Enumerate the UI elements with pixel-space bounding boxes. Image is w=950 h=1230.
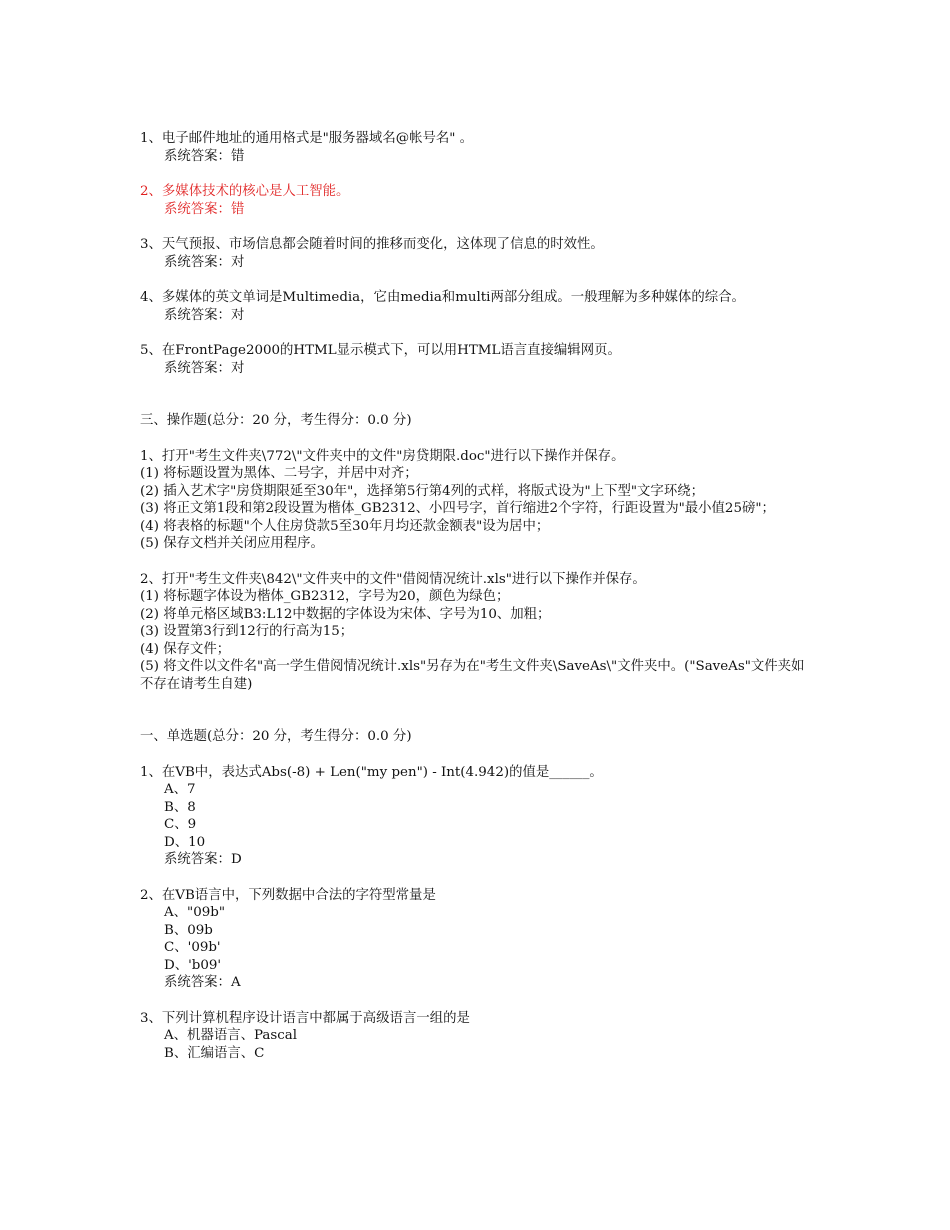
operation-section-title: 三、操作题(总分：20 分，考生得分：0.0 分)	[140, 413, 412, 428]
question-text: 1、电子邮件地址的通用格式是"服务器域名@帐号名" 。	[140, 131, 474, 146]
task-heading: 2、打开"考生文件夹\842\"文件夹中的文件"借阅情况统计.xls"进行以下操作并保存。	[140, 571, 646, 587]
option-d: D、10	[164, 834, 206, 850]
operation-task-1	[140, 448, 812, 553]
single-choice-question-2	[140, 887, 812, 992]
question-text: 2、多媒体技术的核心是人工智能。	[140, 184, 350, 199]
system-answer: 系统答案：错	[164, 201, 245, 217]
option-c: C、9	[164, 817, 197, 832]
task-step: (3) 设置第3行到12行的行高为15；	[140, 624, 354, 639]
question-text: 2、在VB语言中，下列数据中合法的字符型常量是	[140, 887, 436, 903]
system-answer: 系统答案：对	[164, 254, 245, 270]
judgement-item-3	[140, 236, 812, 271]
question-text: 1、在VB中，表达式Abs(-8) + Len("my pen") - Int(4.942)的值是______。	[140, 764, 603, 780]
task-step: (3) 将正文第1段和第2段设置为楷体_GB2312、小四号字，首行缩进2个字符，行距设置为"最小值25磅"；	[140, 501, 775, 516]
system-answer: 系统答案：A	[164, 975, 241, 990]
judgement-item-5	[140, 342, 812, 377]
system-answer: 系统答案：错	[164, 148, 245, 164]
option-a: A、"09b"	[164, 905, 225, 920]
task-step: (2) 将单元格区域B3:L12中数据的字体设为宋体、字号为10、加粗；	[140, 606, 551, 622]
task-step: (4) 将表格的标题"个人住房贷款5至30年月均还款金额表"设为居中；	[140, 518, 550, 534]
question-text: 5、在FrontPage2000的HTML显示模式下，可以用HTML语言直接编辑网页。	[140, 343, 621, 358]
option-a: A、机器语言、Pascal	[164, 1028, 298, 1043]
system-answer: 系统答案：D	[164, 852, 242, 867]
question-text: 4、多媒体的英文单词是Multimedia，它由media和multi两部分组成。一般理解为多种媒体的综合。	[140, 290, 745, 305]
single-choice-section-title: 一、单选题(总分：20 分，考生得分：0.0 分)	[140, 729, 412, 744]
system-answer: 系统答案：对	[164, 360, 245, 376]
task-step: (1) 将标题设置为黑体、二号字，并居中对齐；	[140, 466, 418, 481]
option-c: C、'09b'	[164, 940, 221, 955]
single-choice-question-1	[140, 764, 812, 869]
option-d: D、'b09'	[164, 957, 222, 973]
single-choice-question-3	[140, 1010, 812, 1063]
task-step: (5) 保存文档并关闭应用程序。	[140, 536, 324, 551]
judgement-item-1	[140, 130, 812, 165]
judgement-item-2	[140, 183, 812, 218]
option-b: B、汇编语言、C	[164, 1045, 265, 1061]
question-text: 3、天气预报、市场信息都会随着时间的推移而变化，这体现了信息的时效性。	[140, 237, 604, 252]
system-answer: 系统答案：对	[164, 307, 245, 323]
task-step: (5) 将文件以文件名"高一学生借阅情况统计.xls"另存为在"考生文件夹\SaveAs\"文件夹中。("SaveAs"文件夹如不存在请考生自建)	[140, 659, 805, 692]
judgement-section	[140, 130, 812, 377]
task-heading: 1、打开"考生文件夹\772\"文件夹中的文件"房贷期限.doc"进行以下操作并保存。	[140, 448, 625, 464]
judgement-item-4	[140, 289, 812, 324]
task-step: (1) 将标题字体设为楷体_GB2312，字号为20，颜色为绿色；	[140, 589, 510, 604]
task-step: (4) 保存文件；	[140, 641, 231, 657]
option-a: A、7	[164, 782, 196, 797]
option-b: B、09b	[164, 922, 213, 938]
question-text: 3、下列计算机程序设计语言中都属于高级语言一组的是	[140, 1010, 470, 1026]
operation-task-2	[140, 571, 812, 694]
exam-document	[140, 130, 812, 1080]
option-b: B、8	[164, 799, 196, 815]
task-step: (2) 插入艺术字"房贷期限延至30年"，选择第5行第4列的式样，将版式设为"上下型"文字环绕；	[140, 483, 704, 499]
